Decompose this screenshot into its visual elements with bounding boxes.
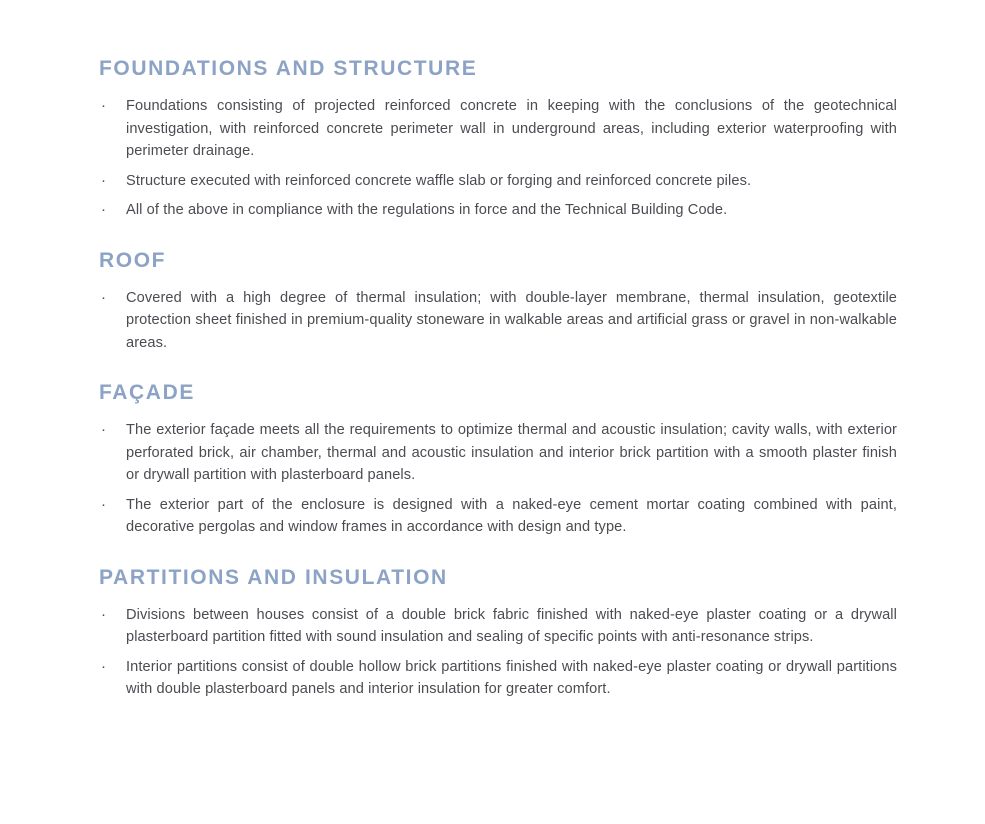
section-title: PARTITIONS AND INSULATION [99, 565, 448, 589]
bullet-icon: · [101, 657, 106, 675]
section-title: ROOF [99, 248, 167, 272]
bullet-icon: · [101, 421, 106, 438]
bullet-icon: · [101, 97, 106, 114]
bullet-icon: · [101, 201, 106, 218]
list-item [99, 199, 897, 222]
list-item [99, 419, 897, 487]
list-item [99, 287, 897, 355]
document-body [99, 57, 897, 701]
list-item-text: Foundations consisting of projected reinforced concrete in keeping with the conclusions of the geotechnical investigation, with reinforced concrete perimeter wall in underground areas, including exterior waterproofing with perimeter drainage. [126, 98, 897, 159]
list-item-text: Divisions between houses consist of a double brick fabric finished with naked-eye plaster coating or a drywall plasterboard partition fitted with sound insulation and sealing of specific points with anti-resonance strips. [126, 606, 897, 645]
list-item-text: Covered with a high degree of thermal insulation; with double-layer membrane, thermal insulation, geotextile protection sheet finished in premium-quality stoneware in walkable areas and artificial grass or gravel in non-walkable areas. [126, 289, 897, 351]
list-item-text: Interior partitions consist of double hollow brick partitions finished with naked-eye plaster coating or drywall partitions with double plasterboard panels and interior insulation for greater comfort. [126, 658, 897, 697]
bullet-list [99, 287, 897, 355]
bullet-icon: · [101, 605, 106, 623]
bullet-icon: · [101, 288, 106, 306]
document-section [99, 381, 897, 539]
bullet-list [99, 604, 897, 701]
document-section [99, 57, 897, 222]
list-item [99, 170, 897, 193]
list-item-text: All of the above in compliance with the regulations in force and the Technical Building Code. [126, 202, 728, 218]
section-title: FOUNDATIONS AND STRUCTURE [99, 57, 478, 80]
list-item-text: Structure executed with reinforced concrete waffle slab or forging and reinforced concrete piles. [126, 172, 752, 189]
bullet-list [99, 419, 897, 539]
bullet-list [99, 95, 897, 222]
section-title: FAÇADE [99, 381, 195, 404]
list-item-text: The exterior façade meets all the requirements to optimize thermal and acoustic insulation; cavity walls, with exterior perforated brick, air chamber, thermal and acoustic insulation and interior brick partition with a smooth plaster finish or drywall partition with plasterboard panels. [126, 422, 897, 483]
list-item-text: The exterior part of the enclosure is designed with a naked-eye cement mortar coating combined with paint, decorative pergolas and window frames in accordance with design and type. [126, 496, 897, 535]
bullet-icon: · [101, 495, 106, 513]
list-item [99, 494, 897, 539]
list-item [99, 656, 897, 701]
bullet-icon: · [101, 171, 106, 189]
list-item [99, 604, 897, 649]
list-item [99, 95, 897, 163]
document-section [99, 566, 897, 701]
document-section [99, 249, 897, 355]
